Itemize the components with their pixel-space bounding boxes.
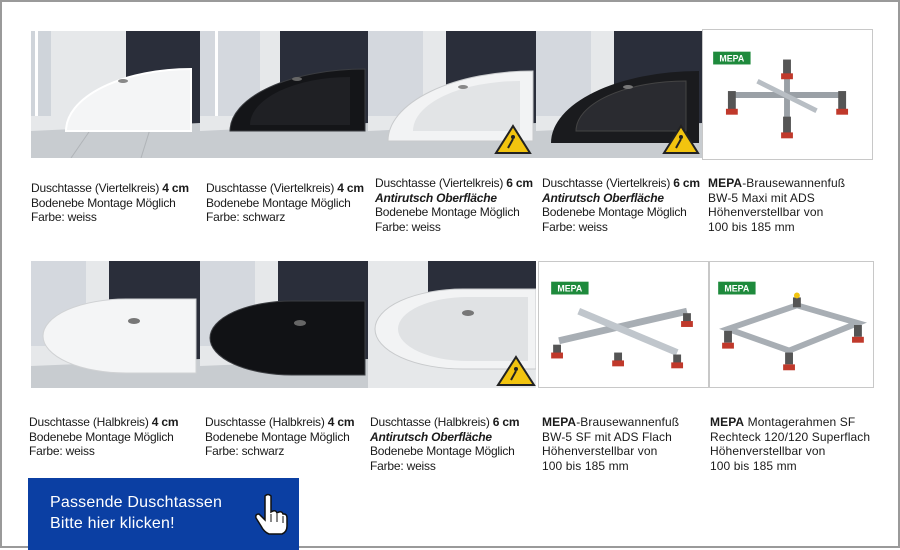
- mepa-logo: MEPA: [724, 283, 750, 294]
- caption-title: Duschtasse (Viertelkreis): [542, 176, 671, 190]
- caption-model: Rechteck 120/120 Superflach: [710, 429, 871, 444]
- caption-adjustable: Höhenverstellbar von: [542, 444, 658, 458]
- caption-brand: MEPA: [708, 176, 743, 190]
- caption-feature: Antirutsch Oberfläche: [542, 190, 664, 205]
- product-image-viertelkreis-4cm-weiss[interactable]: [31, 31, 200, 158]
- caption-title: Duschtasse (Halbkreis): [205, 415, 325, 429]
- caption-color: Farbe: weiss: [29, 444, 95, 458]
- caption-range: 100 bis 185 mm: [710, 458, 797, 473]
- caption-adjustable: Höhenverstellbar von: [708, 205, 824, 219]
- product-image-halbkreis-4cm-schwarz[interactable]: [200, 261, 368, 388]
- caption-mounting: Bodenebe Montage Möglich: [29, 429, 174, 444]
- caption-mounting: Bodenebe Montage Möglich: [206, 195, 351, 210]
- caption-size: 6 cm: [492, 415, 520, 429]
- caption-title: -Brausewannenfuß: [742, 176, 846, 190]
- cta-line-1: Passende Duschtassen: [50, 494, 223, 511]
- caption-color: Farbe: weiss: [370, 458, 436, 473]
- caption-brand: MEPA: [542, 415, 577, 429]
- caption-range: 100 bis 185 mm: [708, 219, 795, 234]
- caption-size: 6 cm: [673, 176, 700, 190]
- caption-mounting: Bodenebe Montage Möglich: [542, 205, 687, 219]
- caption-size: 4 cm: [327, 415, 355, 429]
- product-image-viertelkreis-6cm-black-grip[interactable]: [536, 31, 702, 158]
- caption-feature: Antirutsch Oberfläche: [375, 190, 497, 205]
- caption-title: Montagerahmen SF: [744, 415, 856, 429]
- caption-halbkreis-6cm-antirutsch: [370, 415, 519, 473]
- caption-mounting: Bodenebe Montage Möglich: [370, 444, 515, 458]
- caption-viertelkreis-4cm-schwarz: [206, 181, 364, 225]
- caption-mepa-montagerahmen: [710, 415, 870, 473]
- caption-title: Duschtasse (Halbkreis): [29, 415, 149, 429]
- caption-title: Duschtasse (Viertelkreis): [31, 181, 160, 195]
- caption-halbkreis-4cm-weiss: [29, 415, 178, 459]
- product-image-mepa-montagerahmen[interactable]: [709, 261, 874, 388]
- caption-color: Farbe: schwarz: [205, 444, 285, 458]
- caption-halbkreis-4cm-schwarz: [205, 415, 354, 459]
- caption-mounting: Bodenebe Montage Möglich: [205, 429, 350, 444]
- caption-size: 4 cm: [337, 181, 364, 195]
- product-image-mepa-bw5-sf[interactable]: [538, 261, 709, 388]
- caption-viertelkreis-6cm-grip: [542, 176, 700, 234]
- caption-mounting: Bodenebe Montage Möglich: [375, 205, 520, 219]
- caption-mepa-bw5-sf: [542, 415, 679, 473]
- caption-size: 6 cm: [506, 176, 533, 190]
- caption-viertelkreis-4cm-weiss: [31, 181, 189, 225]
- caption-title: Duschtasse (Viertelkreis): [375, 176, 504, 190]
- product-image-viertelkreis-4cm-schwarz[interactable]: [200, 31, 368, 158]
- caption-color: Farbe: schwarz: [206, 210, 286, 224]
- mepa-logo: MEPA: [557, 283, 583, 294]
- caption-model: BW-5 Maxi mit ADS: [708, 190, 815, 205]
- caption-adjustable: Höhenverstellbar von: [710, 444, 826, 458]
- caption-mepa-bw5-maxi: [708, 176, 845, 234]
- product-image-halbkreis-6cm-antirutsch[interactable]: [368, 261, 536, 388]
- caption-size: 4 cm: [162, 181, 189, 195]
- caption-brand: MEPA: [710, 415, 745, 429]
- caption-viertelkreis-6cm-antirutsch: [375, 176, 533, 234]
- caption-model: BW-5 SF mit ADS Flach: [542, 429, 672, 444]
- caption-title: Duschtasse (Viertelkreis): [206, 181, 335, 195]
- caption-feature: Antirutsch Oberfläche: [370, 429, 492, 444]
- mepa-logo: MEPA: [719, 53, 745, 64]
- caption-color: Farbe: weiss: [542, 219, 608, 234]
- caption-mounting: Bodenebe Montage Möglich: [31, 195, 176, 210]
- caption-color: Farbe: weiss: [31, 210, 97, 224]
- cta-line-2: Bitte hier klicken!: [50, 515, 175, 532]
- pointer-hand-icon: [254, 492, 288, 536]
- product-image-mepa-bw5-maxi[interactable]: [702, 29, 873, 160]
- caption-color: Farbe: weiss: [375, 219, 441, 234]
- cta-button[interactable]: [28, 478, 299, 550]
- caption-title: -Brausewannenfuß: [576, 415, 680, 429]
- product-image-viertelkreis-6cm-antirutsch[interactable]: [368, 31, 536, 158]
- product-image-halbkreis-4cm-weiss[interactable]: [31, 261, 200, 388]
- caption-title: Duschtasse (Halbkreis): [370, 415, 490, 429]
- caption-size: 4 cm: [151, 415, 179, 429]
- caption-range: 100 bis 185 mm: [542, 458, 629, 473]
